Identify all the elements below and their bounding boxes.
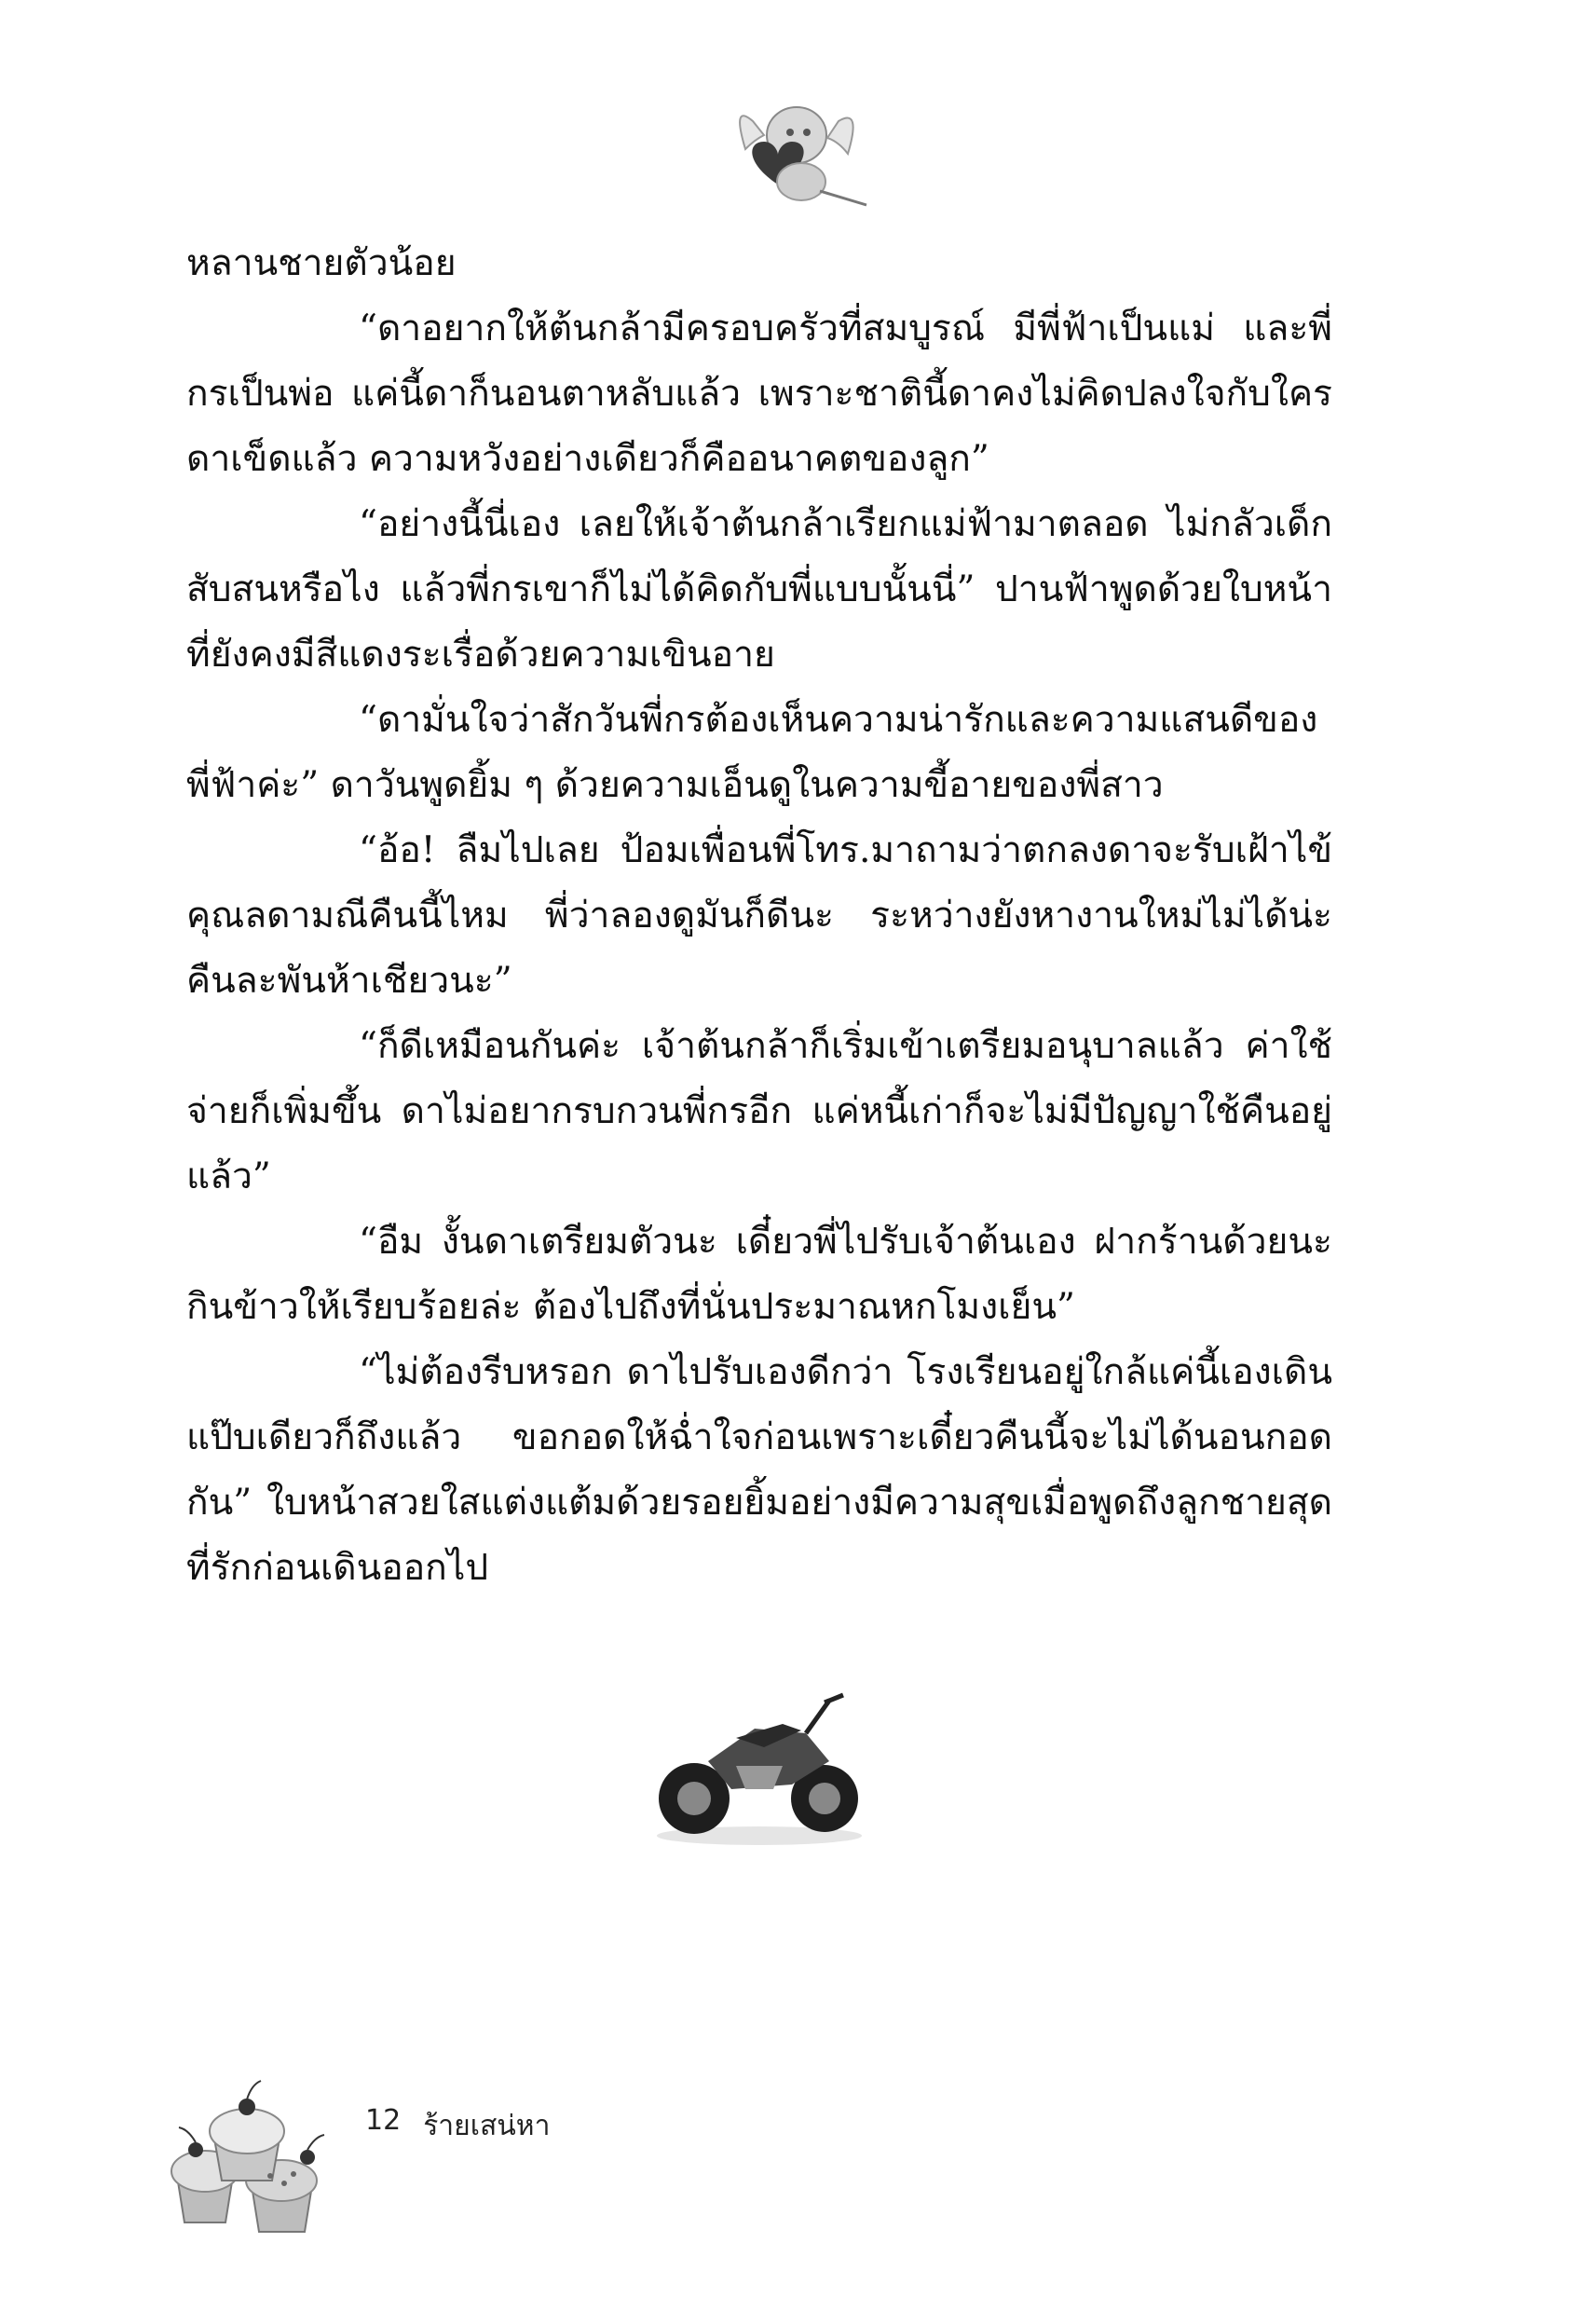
paragraph: “ดามั่นใจว่าสักวันพี่กรต้องเห็นความน่ารักและความแสนดีของพี่ฟ้าค่ะ” ดาวันพูดยิ้ม ๆ ด้วยความเอ็นดูในความขี้อายของพี่สาว (186, 699, 1318, 806)
book-title: ร้ายเสน่หา (423, 2110, 551, 2142)
page-footer (365, 2104, 550, 2148)
paragraph: “ดาอยากให้ต้นกล้ามีครอบครัวที่สมบูรณ์ มีพี่ฟ้าเป็นแม่ และพี่กรเป็นพ่อ แค่นี้ดาก็นอนตาหลับแล้ว เพราะชาตินี้ดาคงไม่คิดปลงใจกับใคร ดาเข็ดแล้ว ความหวังอย่างเดียวก็คืออนาคตของลูก” (186, 308, 1332, 480)
paragraph: “อย่างนี้นี่เอง เลยให้เจ้าต้นกล้าเรียกแม่ฟ้ามาตลอด ไม่กลัวเด็กสับสนหรือไง แล้วพี่กรเขาก็ไม่ได้คิดกับพี่แบบนั้นนี่” ปานฟ้าพูดด้วยใบหน้าที่ยังคงมีสีแดงระเรื่อด้วยความเขินอาย (186, 503, 1332, 676)
paragraph: “อืม งั้นดาเตรียมตัวนะ เดี๋ยวพี่ไปรับเจ้าต้นเอง ฝากร้านด้วยนะ กินข้าวให้เรียบร้อยล่ะ ต้องไปถึงที่นั่นประมาณหกโมงเย็น” (186, 1221, 1332, 1328)
paragraph: “ไม่ต้องรีบหรอก ดาไปรับเองดีกว่า โรงเรียนอยู่ใกล้แค่นี้เองเดินแป๊บเดียวก็ถึงแล้ว ขอกอดให้ฉ่ำใจก่อนเพราะเดี๋ยวคืนนี้จะไม่ได้นอนกอดกัน” ใบหน้าสวยใสแต่งแต้มด้วยรอยยิ้มอย่างมีความสุขเมื่อพูดถึงลูกชายสุดที่รักก่อนเดินออกไป (186, 1351, 1332, 1589)
page-number: 12 (365, 2104, 402, 2137)
story-text (186, 231, 1332, 1601)
lead-line: หลานชายตัวน้อย (186, 242, 457, 284)
paragraph: “อ้อ! ลืมไปเลย ป้อมเพื่อนพี่โทร.มาถามว่าตกลงดาจะรับเฝ้าไข้คุณลดามณีคืนนี้ไหม พี่ว่าลองดูมันก็ดีนะ ระหว่างยังหางานใหม่ไม่ได้น่ะ คืนละพันห้าเชียวนะ” (186, 829, 1332, 1002)
cupid-with-heart-icon (689, 84, 876, 214)
cupcakes-icon (158, 2073, 345, 2236)
paragraph: “ก็ดีเหมือนกันค่ะ เจ้าต้นกล้าก็เริ่มเข้าเตรียมอนุบาลแล้ว ค่าใช้จ่ายก็เพิ่มขึ้น ดาไม่อยากรบกวนพี่กรอีก แค่หนี้เก่าก็จะไม่มีปัญญาใช้คืนอยู่แล้ว” (186, 1025, 1332, 1197)
motorcycle-icon (643, 1673, 876, 1850)
